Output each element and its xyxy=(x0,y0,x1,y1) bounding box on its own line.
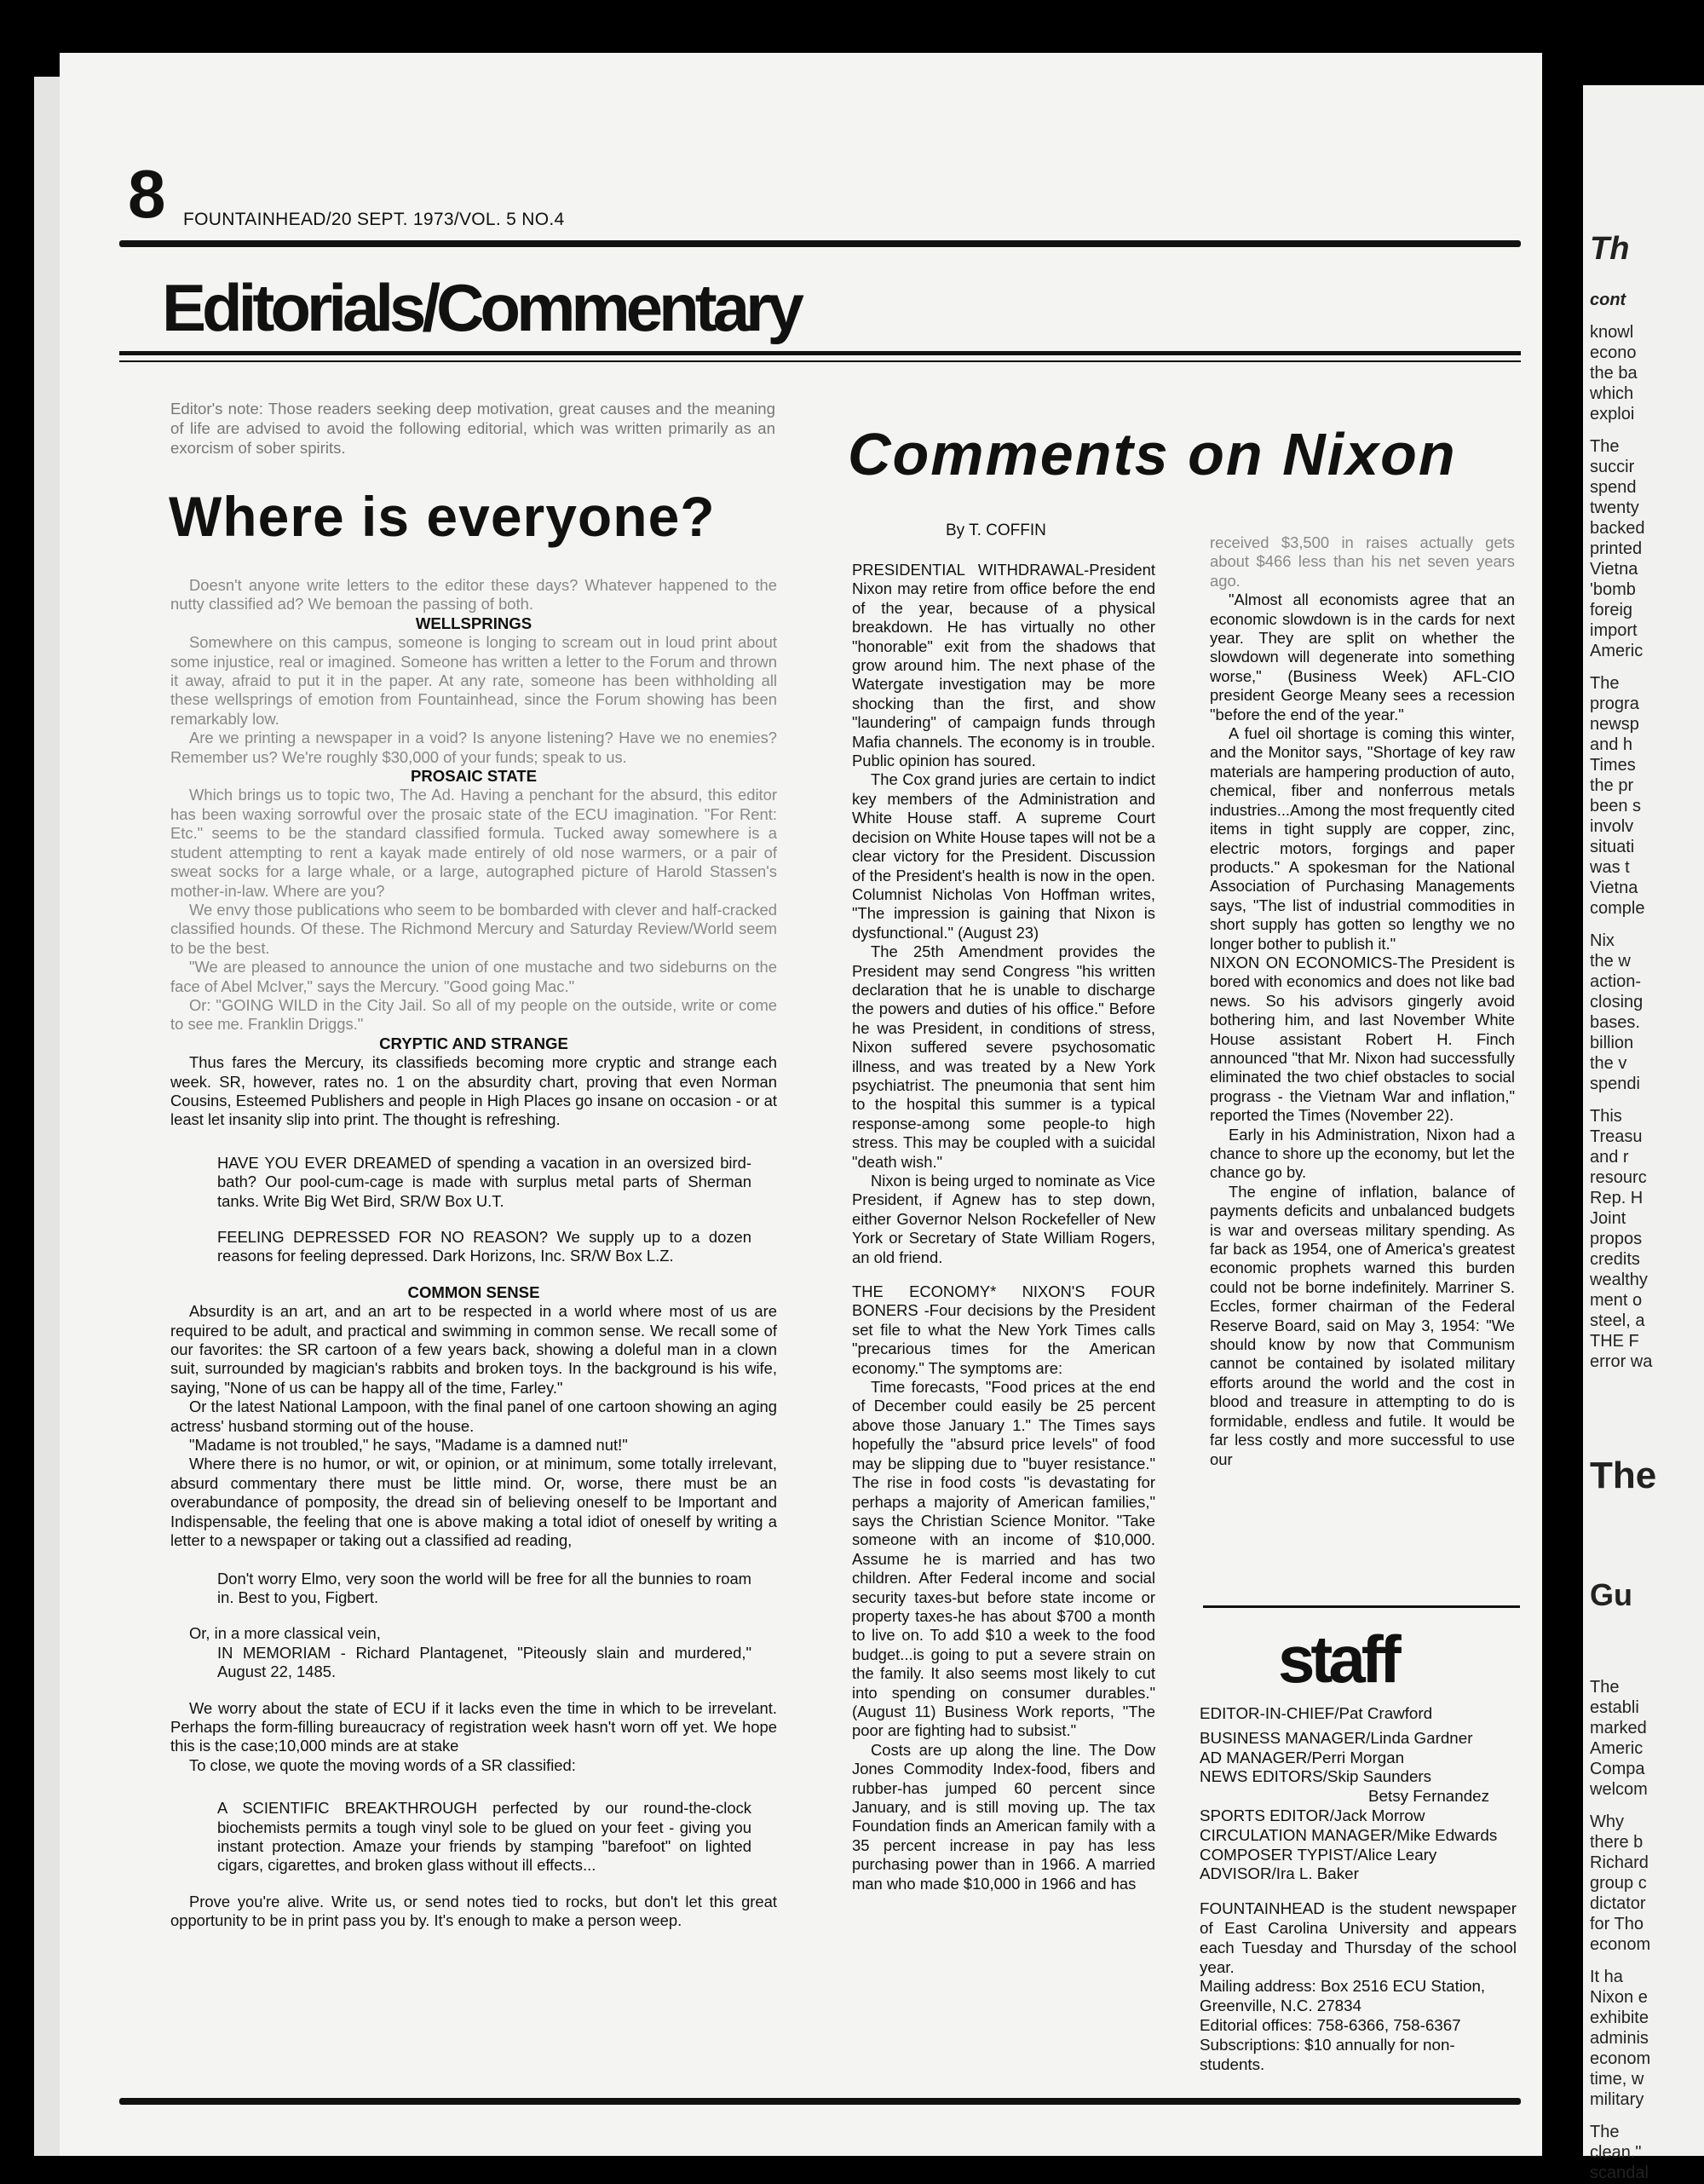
fragment: dictator xyxy=(1590,1894,1646,1913)
fragment: comple xyxy=(1590,899,1645,918)
fragment: THE F xyxy=(1590,1332,1639,1351)
fragment: and r xyxy=(1590,1148,1629,1167)
fragment: foreig xyxy=(1590,601,1633,619)
fragment: for Tho xyxy=(1590,1915,1644,1933)
paragraph: Nixon is being urged to nominate as Vice President, if Agnew has to step down, either Governor Nelson Rockefeller of New York or Secretary of State William Rogers, an old friend. xyxy=(852,1172,1155,1266)
fragment: This xyxy=(1590,1107,1622,1126)
editorial-offices: Editorial offices: 758-6366, 758-6367 xyxy=(1200,2015,1461,2034)
subhead: WELLSPRINGS xyxy=(415,614,532,632)
fragment: The xyxy=(1590,1678,1620,1697)
fragment: involv xyxy=(1590,817,1634,836)
fragment: credits xyxy=(1590,1250,1640,1269)
staff-line: EDITOR-IN-CHIEF/Pat Crawford xyxy=(1200,1704,1433,1722)
fragment: Nix xyxy=(1590,931,1615,950)
fragment: the w xyxy=(1590,952,1631,971)
fragment: The xyxy=(1590,2123,1620,2141)
fragment: which xyxy=(1590,384,1634,403)
fragment: exhibite xyxy=(1590,2008,1649,2027)
fragment: was t xyxy=(1590,858,1630,877)
paragraph: Or: "GOING WILD in the City Jail. So all of my people on the outside, write or come to see me. Franklin Driggs." xyxy=(170,995,777,1034)
fragment: spend xyxy=(1590,478,1637,497)
paragraph: PRESIDENTIAL WITHDRAWAL-President Nixon may retire from office before the end of the year, because of a physical breakdown. He has virtually no other "honorable" exit from the shadows that grow around him. The next phase of the Watergate investigation may be more shocking than the first, and show "laundering" of campaign funds through Mafia channels. The economy is in trouble. Public opinion has soured. xyxy=(852,561,1155,770)
paragraph: Somewhere on this campus, someone is longing to scream out in loud print about some injustice, real or imagined. Someone has written a letter to the Forum and thrown it away, afraid to put it in the paper. At any rate, someone has been withholding all these wellsprings of emotion from Fountainhead, since the Forum showing has been remarkably low. xyxy=(170,633,777,728)
paragraph: Or the latest National Lampoon, with the final panel of one cartoon showing an aging actress' husband storming out of the house. xyxy=(170,1397,777,1435)
fragment: Why xyxy=(1590,1812,1624,1831)
staff-box xyxy=(1200,1704,1517,2074)
bottom-wavy-rule xyxy=(119,2098,1521,2105)
paragraph: NIXON ON ECONOMICS-The President is bored with economics and does not like bad news. So his advisors gingerly avoid bothering him, and last November White House assistant Robert H. Finch announced "that Mr. Nixon had successfully eliminated the two chief obstacles to social prograss - the Vietnam War and inflation," reported the Times (November 22). xyxy=(1210,953,1515,1125)
quote: IN MEMORIAM - Richard Plantagenet, "Piteously slain and murdered," August 22, 1485. xyxy=(217,1643,751,1681)
fragment: econom xyxy=(1590,2049,1651,2068)
staff-rule xyxy=(1203,1605,1520,1608)
subscriptions: Subscriptions: $10 annually for non-students. xyxy=(1200,2035,1455,2073)
paragraph: Which brings us to topic two, The Ad. Having a penchant for the absurd, this editor has been waxing sorrowful over the prosaic state of the ECU imagination. "For Rent: Etc." seems to be the standard classified formula. Tucked away somewhere is a student attempting to rent a kayak made entirely of old nose warmers, or a pair of sweat socks for a large whale, or a large, autographed picture of Harold Stassen's mother-in-law. Where are you? xyxy=(170,786,777,900)
fragment: closing xyxy=(1590,993,1644,1011)
fragment: Times xyxy=(1590,756,1636,775)
nixon-column-2 xyxy=(1210,533,1515,1469)
paragraph: Time forecasts, "Food prices at the end of December could easily be 25 percent above those January 1." The Times says hopefully the "absurd price levels" of food may be slipping due to "buyer resistance." The rise in food costs "is devastating for perhaps a majority of American families," says the Christian Science Monitor. "Take someone with an income of $10,000. Assume he is married and has two children. After Federal income and social security taxes-but before state income or property taxes-he has about $700 a month to live on. To add $10 a week to the food budget...is going to put a severe strain on the family. It also seems most likely to cut into spending on consumer durables." (August 11) Business Work reports, "The poor are fighting had to subsist." xyxy=(852,1378,1155,1740)
nixon-column-1 xyxy=(852,561,1155,1893)
fragment: Richard xyxy=(1590,1853,1649,1872)
classified-ad: HAVE YOU EVER DREAMED of spending a vacation in an oversized bird-bath? Our pool-cum-cage is made with surplus metal parts of Sherman tanks. Write Big Wet Bird, SR/W Box U.T. xyxy=(217,1153,751,1210)
fragment: 'bomb xyxy=(1590,580,1636,599)
fragment: resourc xyxy=(1590,1168,1647,1187)
paragraph: Absurdity is an art, and an art to be respected in a world where most of us are required to be adult, and practical and swimming in common sense. We recall some of our favorites: the SR cartoon of a few years back, showing a doleful man in a clown suit, surrounded by magician's rabbits and broken toys. In the background is his wife, saying, "None of us can be happy all of the time, Farley." xyxy=(170,1302,777,1397)
section-title: Editorials/Commentary xyxy=(162,270,800,345)
mailing-address: Mailing address: Box 2516 ECU Station, Greenville, N.C. 27834 xyxy=(1200,1977,1486,2015)
fragment: Vietna xyxy=(1590,560,1638,579)
editorial-body xyxy=(170,576,777,1931)
paragraph: A fuel oil shortage is coming this winter, and the Monitor says, "Shortage of key raw materials are hampering production of auto, chemical, fiber and nonferrous metals industries...Among the most frequently cited items in tight supply are copper, zinc, electric motors, forgings and paper products." A spokesman for the National Association of Purchasing Managements says, "The list of industrial commodities in short supply has gotten so lengthy we no longer bother to publish it." xyxy=(1210,724,1515,953)
paragraph: The 25th Amendment provides the President may send Congress "his written declaration that he is unable to discharge the powers and duties of his office." Before he was President, in conditions of stress, Nixon suffered severe psychosomatic illness, and was treated by a New York psychiatrist. The pneumonia that sent him to the hospital this summer is a typical response-among some people-to high stress. This may be coupled with a suicidal "death wish." xyxy=(852,942,1155,1171)
fragment: there b xyxy=(1590,1833,1644,1852)
fragment: group c xyxy=(1590,1874,1647,1893)
staff-line: BUSINESS MANAGER/Linda Gardner xyxy=(1200,1728,1473,1747)
staff-line: CIRCULATION MANAGER/Mike Edwards xyxy=(1200,1825,1498,1844)
paragraph: received $3,500 in raises actually gets about $466 less than his net seven years ago. xyxy=(1210,533,1515,590)
fragment: marked xyxy=(1590,1719,1647,1737)
fragment: the pr xyxy=(1590,776,1634,795)
fragment: knowl xyxy=(1590,323,1634,342)
fragment: newsp xyxy=(1590,715,1639,734)
fragment: Americ xyxy=(1590,642,1644,660)
fragment: econom xyxy=(1590,1935,1651,1954)
fragment: bases. xyxy=(1590,1013,1640,1032)
fragment: Vietna xyxy=(1590,879,1638,897)
staff-line: COMPOSER TYPIST/Alice Leary xyxy=(1200,1845,1437,1864)
fragment: wealthy xyxy=(1590,1271,1648,1289)
fragment: Rep. H xyxy=(1590,1189,1644,1207)
fragment: ment o xyxy=(1590,1291,1643,1310)
fragment: action- xyxy=(1590,972,1642,991)
fragment: propos xyxy=(1590,1230,1643,1248)
fragment: steel, a xyxy=(1590,1311,1645,1330)
fragment: import xyxy=(1590,621,1638,640)
paragraph: Doesn't anyone write letters to the editor these days? Whatever happened to the nutty classified ad? We bemoan the passing of both. xyxy=(170,576,777,614)
fragment: backed xyxy=(1590,519,1645,538)
paragraph: "We are pleased to announce the union of one mustache and two sideburns on the face of Abel McIver," says the Mercury. "Good going Mac." xyxy=(170,958,777,995)
paragraph: Prove you're alive. Write us, or send notes tied to rocks, but don't let this great opportunity to be in print pass you by. It's enough to make a person weep. xyxy=(170,1892,777,1930)
staff-line: Betsy Fernandez xyxy=(1368,1787,1489,1806)
fragment: printed xyxy=(1590,539,1643,558)
page-number: 8 xyxy=(128,156,166,232)
fragment: error wa xyxy=(1590,1352,1653,1371)
adjacent-page xyxy=(1583,85,1704,2182)
fragment: the ba xyxy=(1590,364,1638,383)
folio-line: FOUNTAINHEAD/20 SEPT. 1973/VOL. 5 NO.4 xyxy=(183,210,565,229)
fragment: military xyxy=(1590,2090,1644,2109)
nixon-headline: Comments on Nixon xyxy=(848,421,1457,487)
fragment: exploi xyxy=(1590,405,1635,424)
paragraph: THE ECONOMY* NIXON'S FOUR BONERS -Four decisions by the President set file to what the New York Times calls "precarious times for the American economy." The symptoms are: xyxy=(852,1282,1155,1377)
paragraph: Early in his Administration, Nixon had a chance to shore up the economy, but let the chance go by. xyxy=(1210,1125,1515,1182)
fragment: The xyxy=(1590,674,1620,693)
paragraph: To close, we quote the moving words of a SR classified: xyxy=(189,1755,576,1774)
fragment: Americ xyxy=(1590,1739,1644,1758)
fragment: the v xyxy=(1590,1054,1627,1073)
fragment-heading: Gu xyxy=(1590,1577,1632,1612)
paragraph: Costs are up along the line. The Dow Jones Commodity Index-food, fibers and rubber-has jumped 60 percent since January, and is still moving up. The tax Foundation finds an American family with a 35 percent increase in pay has less purchasing power than in 1966. A married man who made $10,000 in 1966 and has xyxy=(852,1740,1155,1893)
subhead: CRYPTIC AND STRANGE xyxy=(379,1034,568,1052)
fragment: clean." xyxy=(1590,2143,1642,2162)
fragment: Nixon e xyxy=(1590,1988,1648,2007)
fragment: time, w xyxy=(1590,2070,1644,2089)
fragment: It ha xyxy=(1590,1968,1623,1986)
top-wavy-rule xyxy=(119,240,1521,247)
staff-line: NEWS EDITORS/Skip Saunders xyxy=(1200,1767,1432,1786)
staff-title: staff xyxy=(1278,1622,1397,1697)
fragment: establi xyxy=(1590,1698,1639,1717)
fragment: Treasu xyxy=(1590,1127,1643,1146)
editors-note: Editor's note: Those readers seeking deep motivation, great causes and the meaning of life are advised to avoid the following editorial, which was written primarily as an exorcism of sober spirits. xyxy=(170,400,775,457)
subhead: COMMON SENSE xyxy=(407,1282,540,1301)
paragraph: Thus fares the Mercury, its classifieds becoming more cryptic and strange each week. SR, however, rates no. 1 on the absurdity chart, proving that even Norman Cousins, Esteemed Publishers and people in High Places go insane on occasion - or at least let insanity slip into print. The thought is refreshing. xyxy=(170,1053,777,1129)
editorial-headline: Where is everyone? xyxy=(169,485,716,548)
staff-line: ADVISOR/Ira L. Baker xyxy=(1200,1864,1359,1883)
fragment: econo xyxy=(1590,343,1637,362)
fragment: progra xyxy=(1590,694,1639,713)
paragraph: We envy those publications who seem to be bombarded with clever and half-cracked classified hounds. Of these. The Richmond Mercury and Saturday Review/World seem to be the best. xyxy=(170,900,777,957)
fragment: adminis xyxy=(1590,2029,1649,2048)
fragment: cont xyxy=(1590,291,1626,309)
paragraph: "Madame is not troubled," he says, "Madame is a damned nut!" xyxy=(189,1436,628,1455)
classified-ad: A SCIENTIFIC BREAKTHROUGH perfected by our round-the-clock biochemists permits a tough vinyl sole to be glued on your feet - giving you instant protection. Amaze your friends by stamping "barefoot" on lighted cigars, cigarettes, and broken glass without ill effects... xyxy=(217,1799,751,1875)
fragment: situati xyxy=(1590,838,1635,856)
fragment: welcom xyxy=(1590,1780,1648,1799)
fragment: The xyxy=(1590,437,1620,456)
classified-ad: FEELING DEPRESSED FOR NO REASON? We supply up to a dozen reasons for feeling depressed. Dark Horizons, Inc. SR/W Box L.Z. xyxy=(217,1228,751,1265)
fragment: succir xyxy=(1590,458,1635,476)
section-rule-thin xyxy=(119,360,1521,362)
paragraph: Where there is no humor, or wit, or opinion, or at minimum, some totally irrelevant, absurd commentary there must be little mind. Or, worse, there must be an overabundance of pomposity, the dread sin of believing oneself to be Important and Indispensable, the feeling that one is above making a total idiot of oneself by writing a letter to a newspaper or taking out a classified ad reading, xyxy=(170,1455,777,1550)
quote: Don't worry Elmo, very soon the world will be free for all the bunnies to roam in. Best to you, Figbert. xyxy=(217,1569,751,1606)
paragraph: We worry about the state of ECU if it lacks even the time in which to be irrevelant. Perhaps the form-filling bureaucracy of registration week hasn't worn off yet. We hope this is the case;10,000 minds are at stake xyxy=(170,1698,777,1755)
fragment: Compa xyxy=(1590,1760,1645,1778)
masthead-statement: FOUNTAINHEAD is the student newspaper of East Carolina University and appears each Tuesday and Thursday of the school year. xyxy=(1200,1899,1517,1976)
staff-line: SPORTS EDITOR/Jack Morrow xyxy=(1200,1806,1425,1824)
section-rule xyxy=(119,351,1521,355)
fragment: Joint xyxy=(1590,1209,1626,1228)
staff-line: AD MANAGER/Perri Morgan xyxy=(1200,1748,1405,1766)
fragment: billion xyxy=(1590,1034,1634,1052)
fragment: twenty xyxy=(1590,498,1639,517)
paragraph: The Cox grand juries are certain to indict key members of the Administration and White House staff. A supreme Court decision on White House tapes will not be a clear victory for the President. Discussion of the President's health is now in the open. Columnist Nicholas Von Hoffman writes, "The impression is gaining that Nixon is dysfunctional." (August 23) xyxy=(852,770,1155,942)
fragment: spendi xyxy=(1590,1075,1640,1093)
subhead: PROSAIC STATE xyxy=(410,767,538,786)
paragraph: Or, in a more classical vein, xyxy=(189,1624,381,1643)
fragment-heading: Th xyxy=(1590,231,1630,267)
paragraph: Are we printing a newspaper in a void? Is anyone listening? Have we no enemies? Remember us? We're roughly $30,000 of your funds; speak to us. xyxy=(170,729,777,766)
fragment: scandal xyxy=(1590,2164,1649,2182)
fragment: been s xyxy=(1590,797,1642,815)
paragraph: The engine of inflation, balance of payments deficits and unbalanced budgets is war and overseas military spending. As far back as 1954, one of America's greatest economic prophets warned this burden could not be borne indefinitely. Marriner S. Eccles, former chairman of the Federal Reserve Board, said on May 3, 1954: "We should know by now that Communism cannot be contained by isolated military efforts around the world and the cost in blood and treasure in attempting to do is formidable, endless and futile. It would be far less costly and more successful to use our xyxy=(1210,1182,1515,1468)
paragraph: "Almost all economists agree that an economic slowdown is in the cards for next year. They are split on whether the slowdown will degenerate into something worse," (Business Week) AFL-CIO president George Meany sees a recession "before the end of the year." xyxy=(1210,591,1515,723)
byline: By T. COFFIN xyxy=(946,522,1046,539)
fragment-heading: The xyxy=(1590,1455,1657,1496)
fragment: and h xyxy=(1590,735,1633,754)
